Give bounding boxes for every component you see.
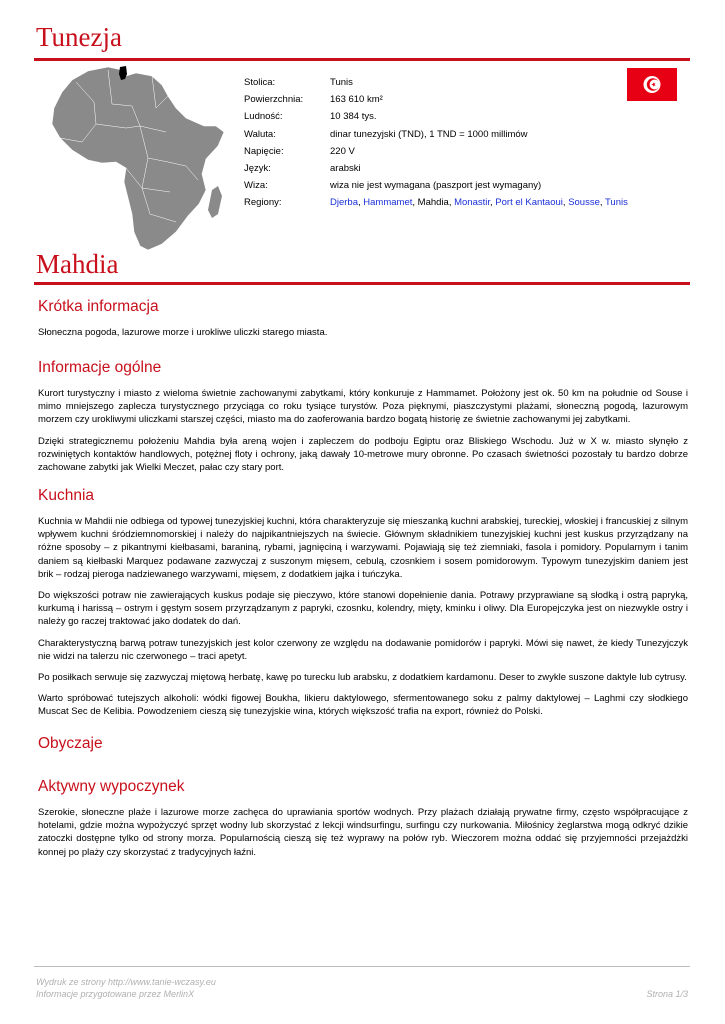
fact-label: Powierzchnia: [244, 94, 304, 106]
fact-value: 10 384 tys. [330, 111, 377, 123]
fact-label: Język: [244, 163, 271, 175]
paragraph: Dzięki strategicznemu położeniu Mahdia była areną wojen i zapleczem do podboju Egiptu oraz Bliskiego Wschodu. Już w X w. miasto słynęło z rozwiniętych kontaktów handlowych, potężnej floty i ochrony, jaką dawały 10-metrowe mury obronne. Po czasach świetności pozostały tu bardzo dobrze zachowane zabytki jak Wielki Meczet, pałac czy stary port. [38, 435, 688, 474]
section-cuisine [38, 487, 688, 727]
tunisia-flag-icon [627, 68, 677, 101]
fact-label: Wiza: [244, 180, 268, 192]
country-title: Tunezja [36, 22, 122, 52]
fact-row-voltage [244, 143, 660, 160]
paragraph: Charakterystyczną barwą potraw tunezyjskich jest kolor czerwony ze względu na dodawanie pomidorów i papryki. Mówi się nawet, że kiedy Tunezyjczyk nie widzi na talerzu nic czerwonego – traci apetyt. [38, 637, 688, 662]
region-link-port-el-kantaoui[interactable]: Port el Kantaoui [495, 197, 563, 209]
region-link-sousse[interactable]: Sousse [568, 197, 600, 209]
fact-label: Napięcie: [244, 145, 284, 157]
section-customs [38, 735, 688, 763]
region-current-mahdia: Mahdia [417, 197, 449, 209]
fact-label: Regiony: [244, 197, 282, 209]
fact-value: Tunis [330, 77, 353, 88]
region-link-tunis[interactable]: Tunis [604, 197, 628, 209]
fact-row-area [244, 91, 660, 108]
region-link-hammamet[interactable]: Hammamet [363, 197, 413, 209]
title-rule [34, 58, 690, 61]
city-title: Mahdia [36, 249, 119, 279]
regions-list: Djerba, Hammamet, Mahdia, Monastir, Port el Kantaoui, Sousse, Tunis [330, 197, 628, 209]
fact-row-regions [244, 194, 660, 211]
paragraph: Warto spróbować tutejszych alkoholi: wódki figowej Boukha, likieru daktylowego, sfermentowanego soku z palmy daktylowej – Laghmi czy słodkiego Muscat Sec de Kelibia. Powodzeniem cieszą się tunezyjskie wina, których większość trafia na export, również do Polski. [38, 693, 688, 718]
fact-row-visa [244, 177, 660, 194]
paragraph: Do większości potraw nie zawierających kuskus podaje się pieczywo, które stanowi dopełnienie dania. Potrawy przyprawiane są słodką i ostrą papryką, kurkumą i harissą – ostrym i gęstym sosem przyrządzanym z papryki, czosnku, kolendry, mięty, kminku i oliwy. Dla Europejczyka jest on niezwykle ostry i należy go raczej traktować jako dodatek do dań. [38, 590, 688, 628]
fact-label: Ludność: [244, 111, 283, 123]
footer-prepared: Informacje przygotowane przez MerlinX [36, 989, 195, 999]
facts-table [244, 74, 660, 212]
paragraph: Kurort turystyczny i miasto z wieloma świetnie zachowanymi zabytkami, który konkuruje z Hammamet. Położony jest ok. 50 km na południe od Souse i mimo mniejszego zaplecza turystycznego przyciąga co roku tysiące turystów. Poza pięknymi, piaszczystymi plażami, słoneczną pogodą, lazurowym morzem czy urokliwymi uliczkami starszej części, miasto ma do zaoferowania bardzo bogatą historię ze świetnie zachowanymi jej zabytkami. [38, 388, 688, 426]
footer-divider [34, 966, 690, 967]
paragraph: Szerokie, słoneczne plaże i lazurowe morze zachęca do uprawiania sportów wodnych. Przy plażach działają prywatne firmy, często współpracujące z hotelami, gdzie można wypożyczyć sprzęt wodny lub skorzystać z lekcji windsurfingu, surfingu czy nurkowania. Miłośnicy żeglarstwa mogą odkryć dzikie zatoczki dostępne tylko od strony morza. Popularnością cieszą się też wyprawy na połów ryb. Wieczorem można oddać się przyjemności przejażdżki konnej po plaży czy skorzystać z tradycyjnych łaźni. [38, 807, 688, 858]
fact-label: Stolica: [244, 77, 276, 88]
fact-label: Waluta: [244, 128, 276, 140]
paragraph: Słoneczna pogoda, lazurowe morze i urokliwe uliczki starego miasta. [38, 327, 328, 338]
region-link-djerba[interactable]: Djerba [330, 197, 358, 209]
footer-page-number: Strona 1/3 [646, 989, 688, 999]
madagascar [208, 186, 222, 218]
section-active-leisure [38, 778, 688, 867]
section-heading: Informacje ogólne [38, 359, 162, 376]
fact-value: 163 610 km² [330, 94, 383, 106]
section-heading: Obyczaje [38, 735, 103, 752]
footer-source: Wydruk ze strony http://www.tanie-wczasy.eu [36, 977, 216, 987]
fact-row-capital [244, 74, 660, 91]
paragraph: Kuchnia w Mahdii nie odbiega od typowej tunezyjskiej kuchni, która charakteryzuje się mieszanką kuchni arabskiej, tureckiej, włoskiej i francuskiej z silnym wpływem kuchni śródziemnomorskiej i należy do najpikantniejszych na świecie. Głównym składnikiem tunezyjskiej kuchni jest kuskus przyrządzany na różne sposoby – z pikantnymi kiełbasami, baraniną, rybami, jagnięciną i warzywami. Pojawiają się też ziemniaki, fasola i pomidory. Popularnym i tanim daniem są kiełbaski Marquez podawane zazwyczaj z suszonym mięsem, cebulą, czosnkiem i sosem pomidorowym. Typowym tunezyjskim daniem jest brik – rodzaj pieroga nadziewanego warzywami, mięsem, z dodatkiem jajka i tuńczyka. [38, 516, 688, 580]
region-link-monastir[interactable]: Monastir [454, 197, 491, 209]
fact-value: wiza nie jest wymagana (paszport jest wymagany) [330, 180, 542, 192]
fact-row-currency [244, 126, 660, 143]
fact-row-population [244, 108, 660, 125]
section-short-info [38, 298, 688, 347]
section-heading: Aktywny wypoczynek [38, 778, 185, 795]
fact-value: dinar tunezyjski (TND), 1 TND = 1000 millimów [330, 128, 528, 140]
africa-continent [52, 67, 224, 250]
city-title-rule [34, 282, 690, 285]
fact-value: 220 V [330, 145, 355, 157]
africa-map-icon [36, 62, 241, 258]
fact-row-language [244, 160, 660, 177]
section-heading: Kuchnia [38, 487, 95, 504]
section-heading: Krótka informacja [38, 298, 159, 315]
section-general-info [38, 359, 688, 482]
fact-value: arabski [330, 163, 361, 175]
paragraph: Po posiłkach serwuje się zazwyczaj miętową herbatę, kawę po turecku lub arabsku, z dodatkiem kardamonu. Deser to zwykle suszone daktyle lub cytrusy. [38, 672, 687, 684]
